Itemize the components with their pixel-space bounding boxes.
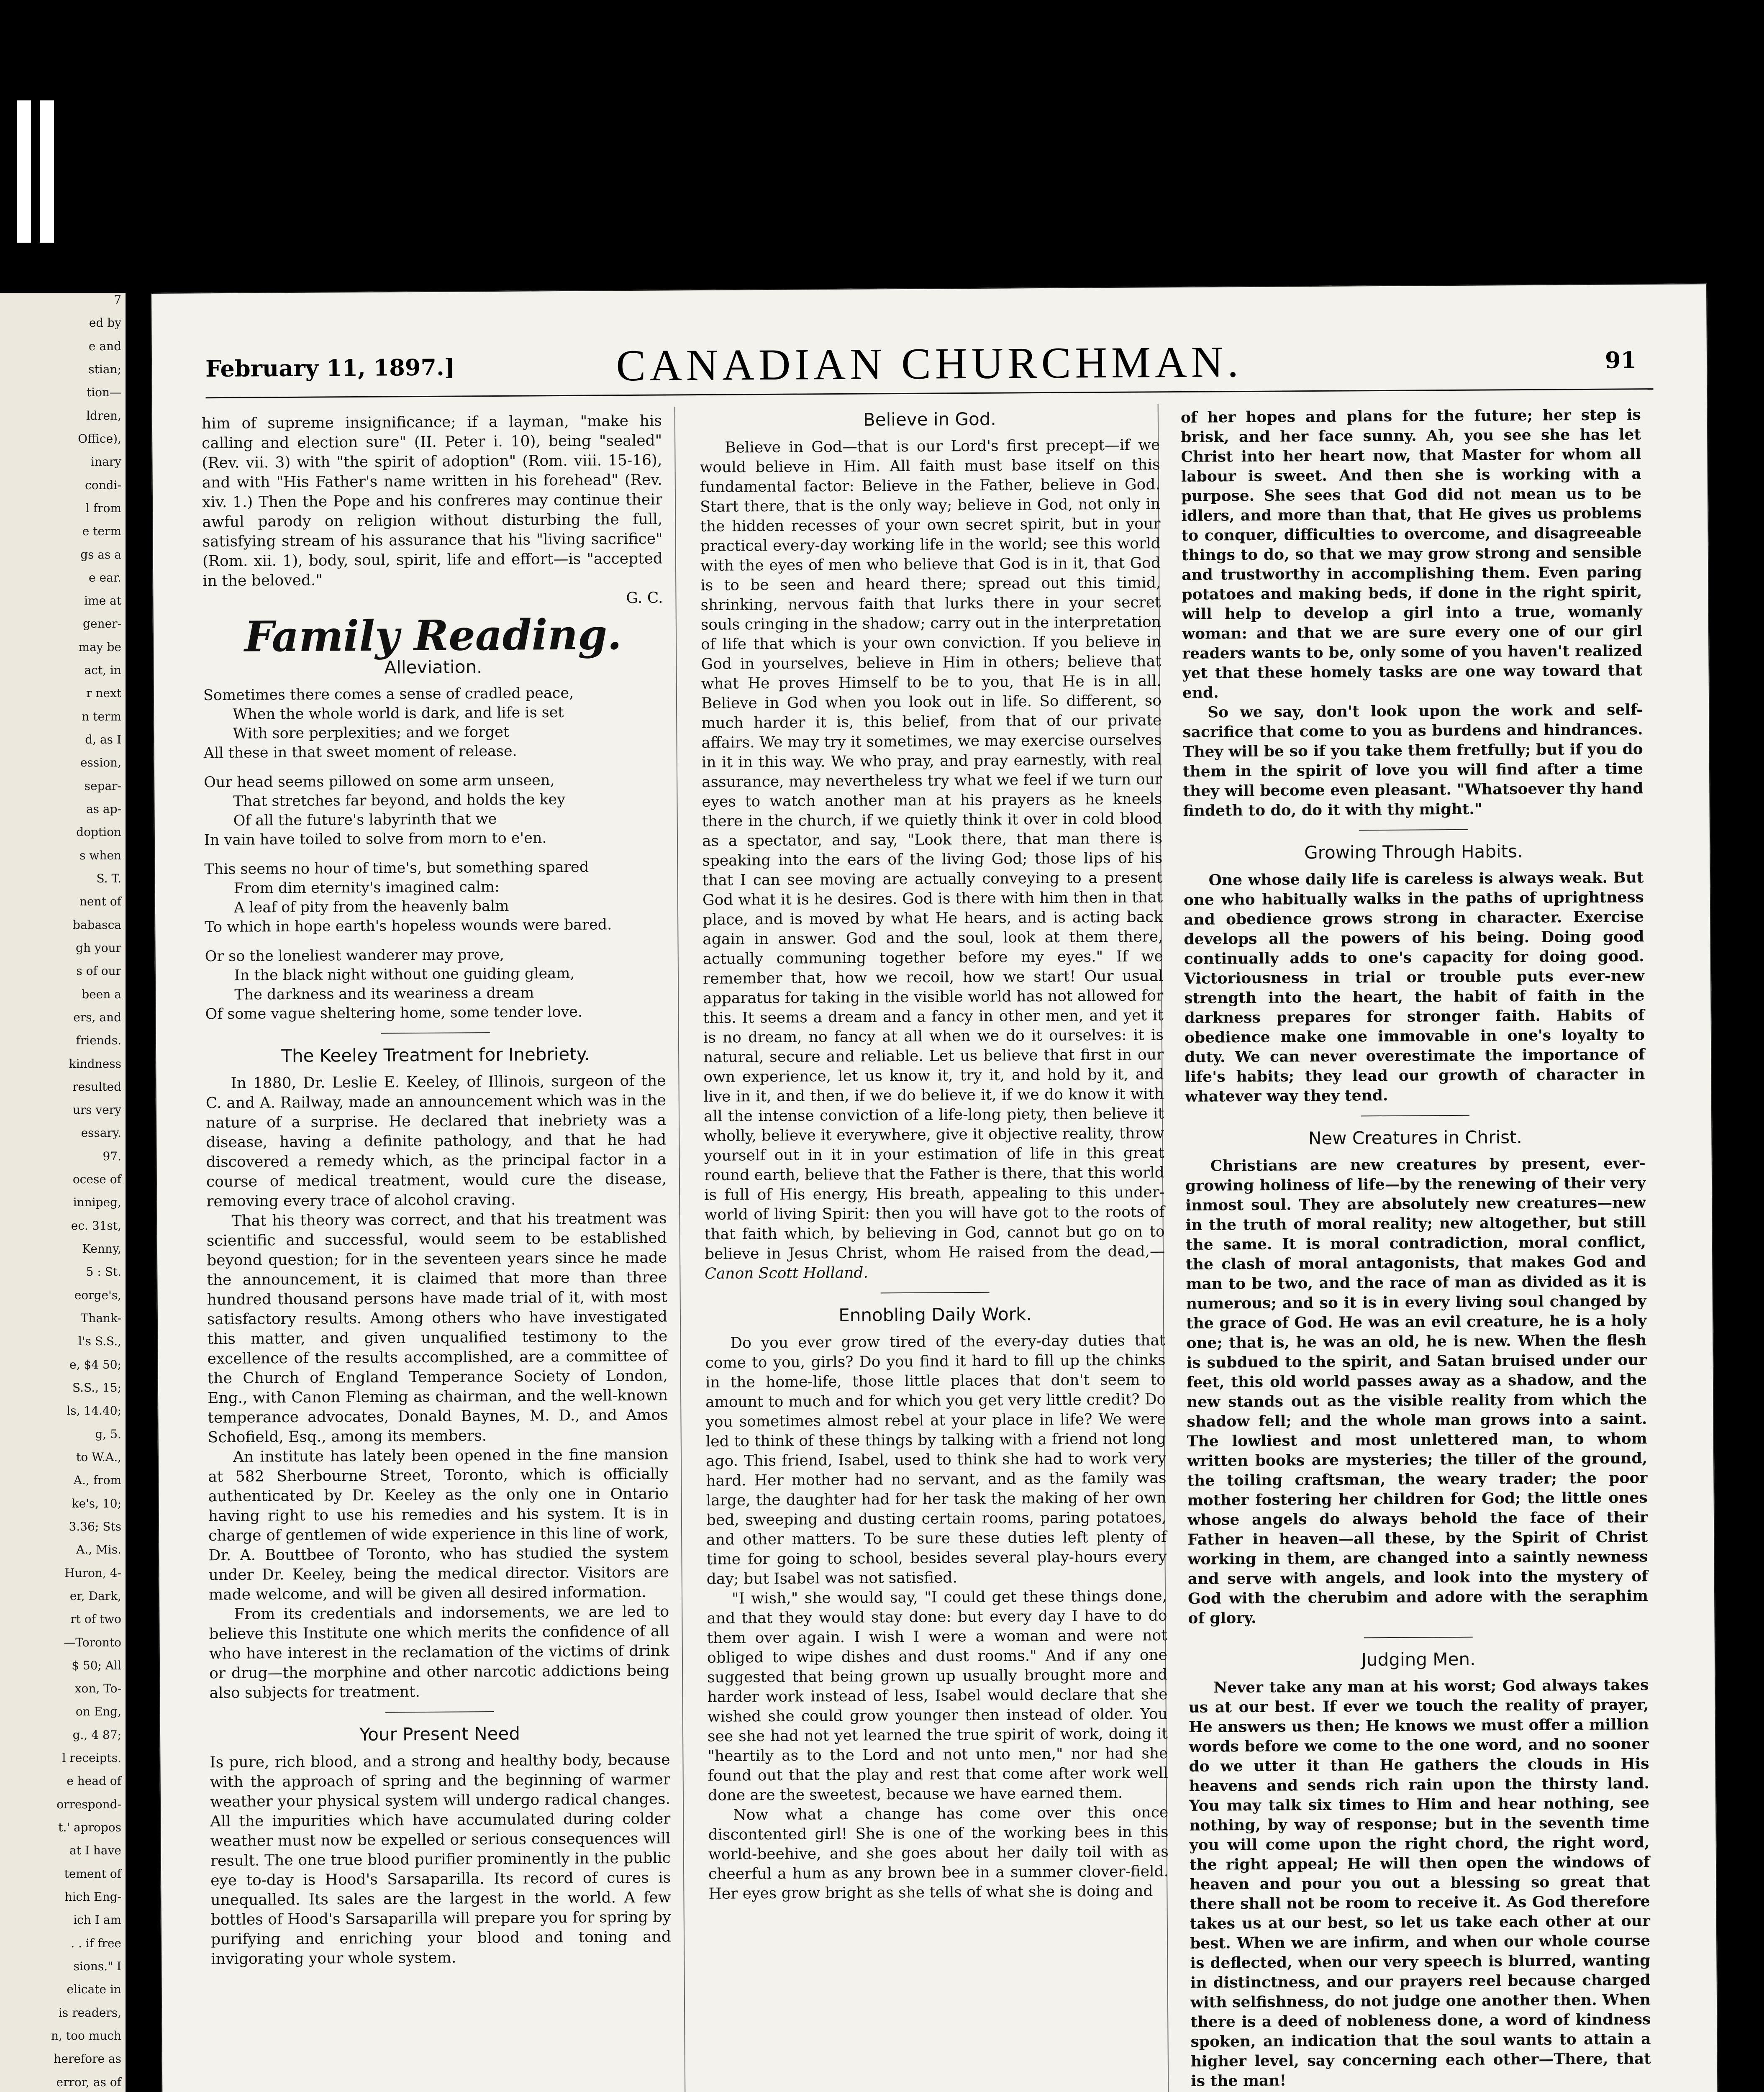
continued-article-text: him of supreme insignificance; if a layman, "make his calling and election sure" (II. Peter i. 10), being "sealed" (Rev. vii. 3) with "the spirit of adoption" (Rom. viii. 15-16), and with "His Father's name written in his forehead" (Rev. xiv. 1.) Then the Pope and his confreres may continue their awful parody on religion without disturbing the full, satisfying stream of his assurance that his "living sacrifice" (Rom. xii. 1), body, soul, spirit, life and effort—is "accepted in the beloved." xyxy=(201,412,663,590)
previous-page-fragment: doption xyxy=(76,825,121,839)
previous-page-fragment: innipeg, xyxy=(73,1195,121,1210)
previous-page-fragment: is readers, xyxy=(58,2005,121,2020)
previous-page-fragment: Office), xyxy=(78,431,121,446)
poem-line: Or so the loneliest wanderer may prove, xyxy=(205,946,505,965)
previous-page-fragment: l's S.S., xyxy=(78,1334,121,1349)
previous-page-fragment: gs as a xyxy=(80,547,121,561)
paragraph: of her hopes and plans for the future; her step is brisk, and her face sunny. Ah, you see she has let Christ into her heart now, that Master for whom all labour is sweet. And then she is working with a purpose. She sees that God did not mean us to be idlers, and more than that, that He gives us problems to conquer, difficulties to overcome, and disagreeable things to do, so that we may grow strong and sensible and trustworthy in accomplishing them. Even paring potatoes and making beds, if done in the right spirit, will help to develop a girl into a true, womanly woman: and that we are sure every one of our girl readers wants to be, only some of you haven't realized yet that these homely tasks are one way toward that end. xyxy=(1180,406,1643,702)
previous-page-fragment: ec. 31st, xyxy=(71,1218,121,1233)
article-title: Judging Men. xyxy=(1361,1648,1476,1670)
previous-page-fragment: A., from xyxy=(73,1473,121,1487)
previous-page-fragment: 7 xyxy=(114,293,121,307)
paragraph: Never take any man at his worst; God always takes us at our best. If ever we touch the reality of prayer, He answers us then; He knows we must offer a million words before we come to the one word, and no sooner do we utter it than He gathers the clouds in His heavens and sends rich rain upon the thirsty land. You may talk six times to Him and hear nothing, see nothing, by way of response; but in the seventh time you will come upon the right chord, the right word, the right appeal; He will then open the windows of heaven and pour you out a blessing so great that there shall not be room to receive it. As God therefore takes us at our best, so let us take each other at our best. When we are infirm, and when our whole course is deflected, when our very speech is blurred, wanting in distinctness, and our prayers reel because charged with selfishness, do not judge one another then. When there is a deed of nobleness done, a word of kindness spoken, an indication that the soul wants to attain a higher level, say concerning each other—There, that is the man! xyxy=(1188,1676,1651,2090)
paragraph: Christians are new creatures by present, ever-growing holiness of life—by the renewing of their very inmost soul. They are absolutely new creatures—new in the truth of moral reality; new altogether, but still the same. It is moral contradiction, moral conflict, the clash of moral antagonists, that makes God and man to be two, and the race of man as divided as it is numerous; and so it is in every living soul changed by the grace of God. He was an evil creature, he is a holy one; that is, he was an old, he is new. When the flesh is subdued to the spirit, and Satan bruised under our feet, this old world passes away as a shadow, and the new stands out as the visible reality from which the shadow fell; and the whole man grows into a saint. The lowliest and most unlettered man, to whom written books are mysteries; the tiller of the ground, the toiling craftsman, the weary trader; the poor mother fostering her children for God; the little ones whose angels do always behold the face of their Father in heaven—all these, by the Spirit of Christ working in them, are changed into a saintly newness and serve with angels, and look into the mystery of God with the cherubim and adore with the seraphim of glory. xyxy=(1185,1154,1649,1627)
previous-page-fragment: kindness xyxy=(69,1056,121,1071)
article-title: Your Present Need xyxy=(359,1723,520,1745)
previous-page-fragment: l receipts. xyxy=(62,1751,121,1765)
poem-stanza xyxy=(205,944,666,1024)
separator-rule xyxy=(385,1711,494,1713)
previous-page-fragment: e ear. xyxy=(89,570,121,585)
previous-page-fragment: l from xyxy=(85,501,121,515)
paragraph: From its credentials and indorsements, we are led to believe this Institute one which merits the confidence of all who have interest in the reclamation of the victims of drink or drug—the morphine and other narcotic addictions being also subjects for treatment. xyxy=(209,1603,670,1702)
paragraph: An institute has lately been opened in the fine mansion at 582 Sherbourne Street, Toronto, which is officially authenticated by Dr. Keeley as the only one in Ontario having right to use his remedies and his system. It is in charge of gentlemen of wide experience in this line of work, Dr. A. Bouttbee of Toronto, who has studied the system under Dr. Keeley, being the medical director. Visitors are made welcome, and will be given all desired information. xyxy=(208,1446,669,1604)
previous-page-fragment: 3.36; Sts xyxy=(69,1519,121,1533)
article-title: Believe in God. xyxy=(863,408,996,430)
article-title: Growing Through Habits. xyxy=(1304,841,1523,863)
previous-page-fragment: ke's, 10; xyxy=(72,1496,121,1510)
previous-page-fragment: 5 : St. xyxy=(86,1265,121,1279)
previous-page-fragment: ldren, xyxy=(86,408,121,423)
article-title: Ennobling Daily Work. xyxy=(838,1304,1032,1326)
masthead-title: CANADIAN CHURCHMAN. xyxy=(616,337,1243,390)
previous-page-fragment: friends. xyxy=(76,1033,121,1048)
paragraph: Do you ever grow tired of the every-day duties that come to you, girls? Do you find it hard to fill up the chinks in the home-life, those little places that don't seem to amount to much and for which you get very little credit? Do you sometimes almost rebel at your place in life? We were led to think of these things by talking with a friend not long ago. This friend, Isabel, used to think she had to work very hard. Her mother had no servant, and as the family was large, the daughter had for her task the making of her own bed, sweeping and dusting certain rooms, paring potatoes, and other matters. To be sure these duties left plenty of time for going to school, besides several play-hours every day; but Isabel was not satisfied. xyxy=(705,1332,1167,1588)
poem-line: In vain have toiled to solve from morn to e'en. xyxy=(204,830,547,849)
separator-rule xyxy=(1359,829,1468,831)
previous-page-fragment: s of our xyxy=(76,964,121,978)
separator-rule xyxy=(1361,1115,1469,1117)
poem-line: Sometimes there comes a sense of cradled peace, xyxy=(203,685,574,704)
column-rule xyxy=(674,407,688,2092)
separator-rule xyxy=(381,1032,490,1034)
poem-line: Our head seems pillowed on some arm unseen, xyxy=(204,772,555,791)
previous-page-fragment: Thank- xyxy=(80,1311,121,1325)
paragraph-text: Believe in God—that is our Lord's first precept—if we would believe in Him. All faith must base itself on this fundamental factor: Believe in the Father, believe in God. Start there, that is the only way; believe in God, not only in the hidden recesses of your own secret spirit, but in your practical every-day working life in the world; see this world with the eyes of men who believe that God is in it, that God is to be seen and heard there; spread out this timid, shrinking, nervous faith that lurks there in your secret souls cringing in the shadow; carry out in the interpretation of life that which is your own conviction. If you believe in God in yourselves, believe in Him in others; believe that what He proves Himself to be to you, that He is in all. Believe in God when you look out in life. So different, so much harder it is, this belief, from that of our private affairs. We may try it sometimes, we may exercise ourselves in it in this way. We who pray, and pray earnestly, with real assurance, may nevertheless try what we feel if we turn our eyes to watch another man at his prayers as he kneels there in the church, if we quietly think it over in cold blood as a spectator, and say, "Look there, that man there is speaking into the ears of the living God; those lips of his that I can see moving are actually conveying to a present God what it is he desires. God is there with him then in that place, and is moved by what He hears, and is acting back again in answer. God and the soul, look at them there, actually communing together before my eyes." If we remember that, how we recoil, how we start! Our usual apparatus for taking in the visible world has not allowed for this. It seems a dream and a fancy in other men, and yet it is no dream, no fancy at all when we do it ourselves: it is natural, secure and reliable. Let us believe that first in our own experience, let us know it, try it, and hold by it, and live in it, and then, if we do believe it, if we do know it with all the intense conviction of a life-long piety, then believe it wholly, believe it everywhere, give it objective reality, throw yourself out in it in your estimation of life in this great round earth, believe that the Father is there, that this world is full of His energy, His breath, appealing to this under-world of living Spirit: then you will have got to the roots of that faith which, by believing in God, cannot but go on to believe in Jesus Christ, whom He raised from the dead,— xyxy=(700,436,1165,1263)
previous-page-fragment: eorge's, xyxy=(74,1288,121,1302)
previous-page-fragment: separ- xyxy=(84,779,121,793)
previous-page-fragment: tement of xyxy=(64,1866,121,1881)
previous-page-fragment: condi- xyxy=(85,478,121,492)
poem-stanza xyxy=(204,770,664,850)
page-number: 91 xyxy=(1605,346,1637,374)
previous-page-fragment: S. T. xyxy=(96,871,121,885)
previous-page-fragment: orrespond- xyxy=(56,1797,121,1811)
previous-page-fragment: . . if free xyxy=(71,1936,121,1950)
previous-page-fragment: hich Eng- xyxy=(64,1890,121,1904)
previous-page-fragment: tion— xyxy=(86,385,121,400)
poem-line: That stretches far beyond, and holds the key xyxy=(233,791,566,810)
previous-page-fragment: n, too much xyxy=(51,2028,121,2043)
previous-page-fragment: e and xyxy=(88,339,121,353)
previous-page-fragment: act, in xyxy=(84,663,121,677)
paragraph: That his theory was correct, and that his treatment was scientific and successful, would seem to be established beyond question; for in the seventeen years since he made the announcement, it is claimed that more than three hundred thousand persons have made trial of it, with most satisfactory results. Among others who have investigated this matter, and given unqualified testimony to the excellence of the results accomplished, are a committee of the Church of England Temperance Society of London, Eng., with Canon Fleming as chairman, and the well-known temperance advocates, Donald Baynes, M. D., and Amos Schofield, Esq., among its members. xyxy=(206,1210,668,1446)
poem xyxy=(203,683,666,1024)
previous-page-fragment: ls, 14.40; xyxy=(67,1404,121,1418)
previous-page-fragment: g, 5. xyxy=(95,1427,121,1441)
article-title: The Keeley Treatment for Inebriety. xyxy=(281,1043,590,1067)
previous-page-fragment: may be xyxy=(78,640,121,654)
paragraph xyxy=(700,435,1165,1284)
previous-page-fragment: xon, To- xyxy=(74,1682,121,1696)
issue-date: February 11, 1897.] xyxy=(205,354,455,382)
previous-page-fragment: urs very xyxy=(72,1103,121,1117)
previous-page-fragment: at I have xyxy=(69,1843,121,1858)
previous-page-fragment: gener- xyxy=(83,617,121,631)
author-name: Canon Scott Holland. xyxy=(705,1264,869,1282)
previous-page-fragment: ession, xyxy=(80,756,121,770)
section-heading: Family Reading. xyxy=(244,610,622,661)
poem-line: In the black night without one guiding gleam, xyxy=(234,965,575,984)
previous-page-fragment: essary. xyxy=(81,1126,121,1140)
poem-line: To which in hope earth's hopeless wounds were bared. xyxy=(205,916,612,936)
previous-page-fragment: 97. xyxy=(103,1149,121,1163)
poem-line: Of all the future's labyrinth that we xyxy=(233,810,497,829)
paragraph: One whose daily life is careless is always weak. But one who habitually walks in the paths of uprightness and obedience grows strong in character. Exercise develops all the powers of his being. Doing good continually adds to one's capacity for doing good. Victoriousness in trial or trouble puts ever-new strength into the heart, the habit of faith in the darkness prepares for stronger faith. Habits of obedience make one immovable in one's loyalty to duty. We can never overestimate the importance of life's habits; they lead our growth of character in whatever way they tend. xyxy=(1183,869,1645,1105)
previous-page-fragment: error, as of xyxy=(56,2075,121,2089)
previous-page-fragment: ime at xyxy=(84,594,121,608)
previous-page-fragment: herefore as xyxy=(54,2052,121,2066)
previous-page-fragment: d, as I xyxy=(85,733,121,747)
previous-page-fragment: sions." I xyxy=(73,1959,121,1973)
previous-page-fragment: Kenny, xyxy=(82,1242,121,1256)
paragraph: Is pure, rich blood, and a strong and healthy body, because with the approach of spring and the beginning of warmer weather your physical system will undergo radical changes. All the impurities which have accumulated during colder weather must now be expelled or serious consequences will result. The one true blood purifier prominently in the public eye to-day is Hood's Sarsaparilla. Its record of cures is unequalled. Its sales are the largest in the world. A few bottles of Hood's Sarsaparilla will prepare you for spring by purifying and enriching your blood and toning and invigorating your whole system. xyxy=(210,1751,672,1968)
previous-page-fragment: as ap- xyxy=(86,802,121,816)
previous-page-fragment: g., 4 87; xyxy=(72,1728,121,1742)
previous-page-fragment: $ 50; All xyxy=(72,1658,121,1672)
separator-rule xyxy=(881,1292,990,1294)
poem-stanza xyxy=(204,857,665,937)
previous-page-fragment: Huron, 4- xyxy=(64,1566,121,1580)
previous-page-fragment: r next xyxy=(86,686,121,700)
paragraph: In 1880, Dr. Leslie E. Keeley, of Illinois, surgeon of the C. and A. Railway, made an announcement which was in the nature of a surprise. He declared that inebriety was a disease, having a definite pathology, and that he had discovered a remedy which, as the principal factor in a course of medical treatment, would cure the disease, removing every trace of alcohol craving. xyxy=(205,1072,667,1210)
poem-line: With sore perplexities; and we forget xyxy=(233,723,510,742)
paragraph: "I wish," she would say, "I could get these things done, and that they would stay done: but every day I have to do them over again. I wish I were a woman and were not obliged to wipe dishes and dust rooms." And if any one suggested that being grown up usually brought more and harder work instead of less, Isabel would declare that she wished she could grow younger then instead of older. You see she had not yet learned the true spirit of work, doing it "heartily as to the Lord and not unto men," nor had she found out that the play and rest that come after work well done are the sweetest, because we have earned them. xyxy=(707,1587,1168,1804)
previous-page-fragment: t.' apropos xyxy=(58,1820,121,1835)
paragraph: So we say, don't look upon the work and self-sacrifice that come to you as burdens and hindrances. They will be so if you take them fretfully; but if you do them in the spirit of love you will find after a time they will become even pleasant. "Whatsoever thy hand findeth to do, do it with thy might." xyxy=(1182,701,1643,820)
article-title: Alleviation. xyxy=(384,656,482,678)
poem-line: All these in that sweet moment of release. xyxy=(203,743,517,762)
poem-line: A leaf of pity from the heavenly balm xyxy=(233,897,509,916)
article-signature: G. C. xyxy=(626,589,663,607)
poem-stanza xyxy=(203,683,664,763)
previous-page-fragment: e term xyxy=(82,524,121,538)
previous-page-fragment: S.S., 15; xyxy=(72,1381,121,1395)
separator-rule xyxy=(1364,1637,1473,1638)
previous-page-fragment: e, $4 50; xyxy=(69,1357,121,1372)
previous-page-fragment: s when xyxy=(79,848,121,862)
poem-line: From dim eternity's imagined calm: xyxy=(233,878,500,897)
paragraph: Now what a change has come over this once discontented girl! She is one of the working bees in this world-beehive, and she goes about her daily toil with as cheerful a hum as any brown bee in a summer clover-field. Her eyes grow bright as she tells of what she is doing and xyxy=(708,1804,1169,1902)
previous-page-fragment: been a xyxy=(82,987,121,1001)
previous-page-fragment: ers, and xyxy=(73,1010,121,1024)
poem-line: Of some vague sheltering home, some tender love. xyxy=(205,1003,583,1023)
previous-page-fragment: stian; xyxy=(88,362,121,376)
previous-page-fragment: —Toronto xyxy=(64,1635,121,1649)
poem-line: When the whole world is dark, and life is set xyxy=(233,704,564,723)
previous-page-fragment: nent of xyxy=(79,895,121,909)
previous-page-fragment: on Eng, xyxy=(75,1705,121,1719)
previous-page-fragment: babasca xyxy=(73,918,121,932)
previous-page-strip xyxy=(0,293,126,2092)
previous-page-fragment: to W.A., xyxy=(76,1450,121,1464)
column-3 xyxy=(1181,405,1653,2092)
page-header xyxy=(205,330,1654,398)
previous-page-fragment: ed by xyxy=(89,316,121,330)
previous-page-fragment: n term xyxy=(82,709,121,723)
previous-page-fragment: inary xyxy=(91,455,121,469)
previous-page-fragment: gh your xyxy=(76,941,121,955)
previous-page-fragment: e head of xyxy=(67,1774,121,1788)
poem-line: This seems no hour of time's, but something spared xyxy=(204,859,589,878)
previous-page-fragment: ocese of xyxy=(72,1172,121,1187)
previous-page-fragment: rt of two xyxy=(70,1612,121,1626)
previous-page-fragment: elicate in xyxy=(67,1982,121,1997)
newspaper-page xyxy=(151,283,1720,2092)
previous-page-fragment: resulted xyxy=(72,1079,121,1094)
column-2 xyxy=(700,408,1172,2092)
previous-page-fragment: ich I am xyxy=(73,1913,121,1927)
article-title: New Creatures in Christ. xyxy=(1308,1127,1523,1149)
previous-page-fragment: A., Mis. xyxy=(76,1543,121,1557)
poem-line: The darkness and its weariness a dream xyxy=(234,984,534,1003)
column-1 xyxy=(202,411,674,2092)
previous-page-fragment: er, Dark, xyxy=(69,1589,121,1603)
